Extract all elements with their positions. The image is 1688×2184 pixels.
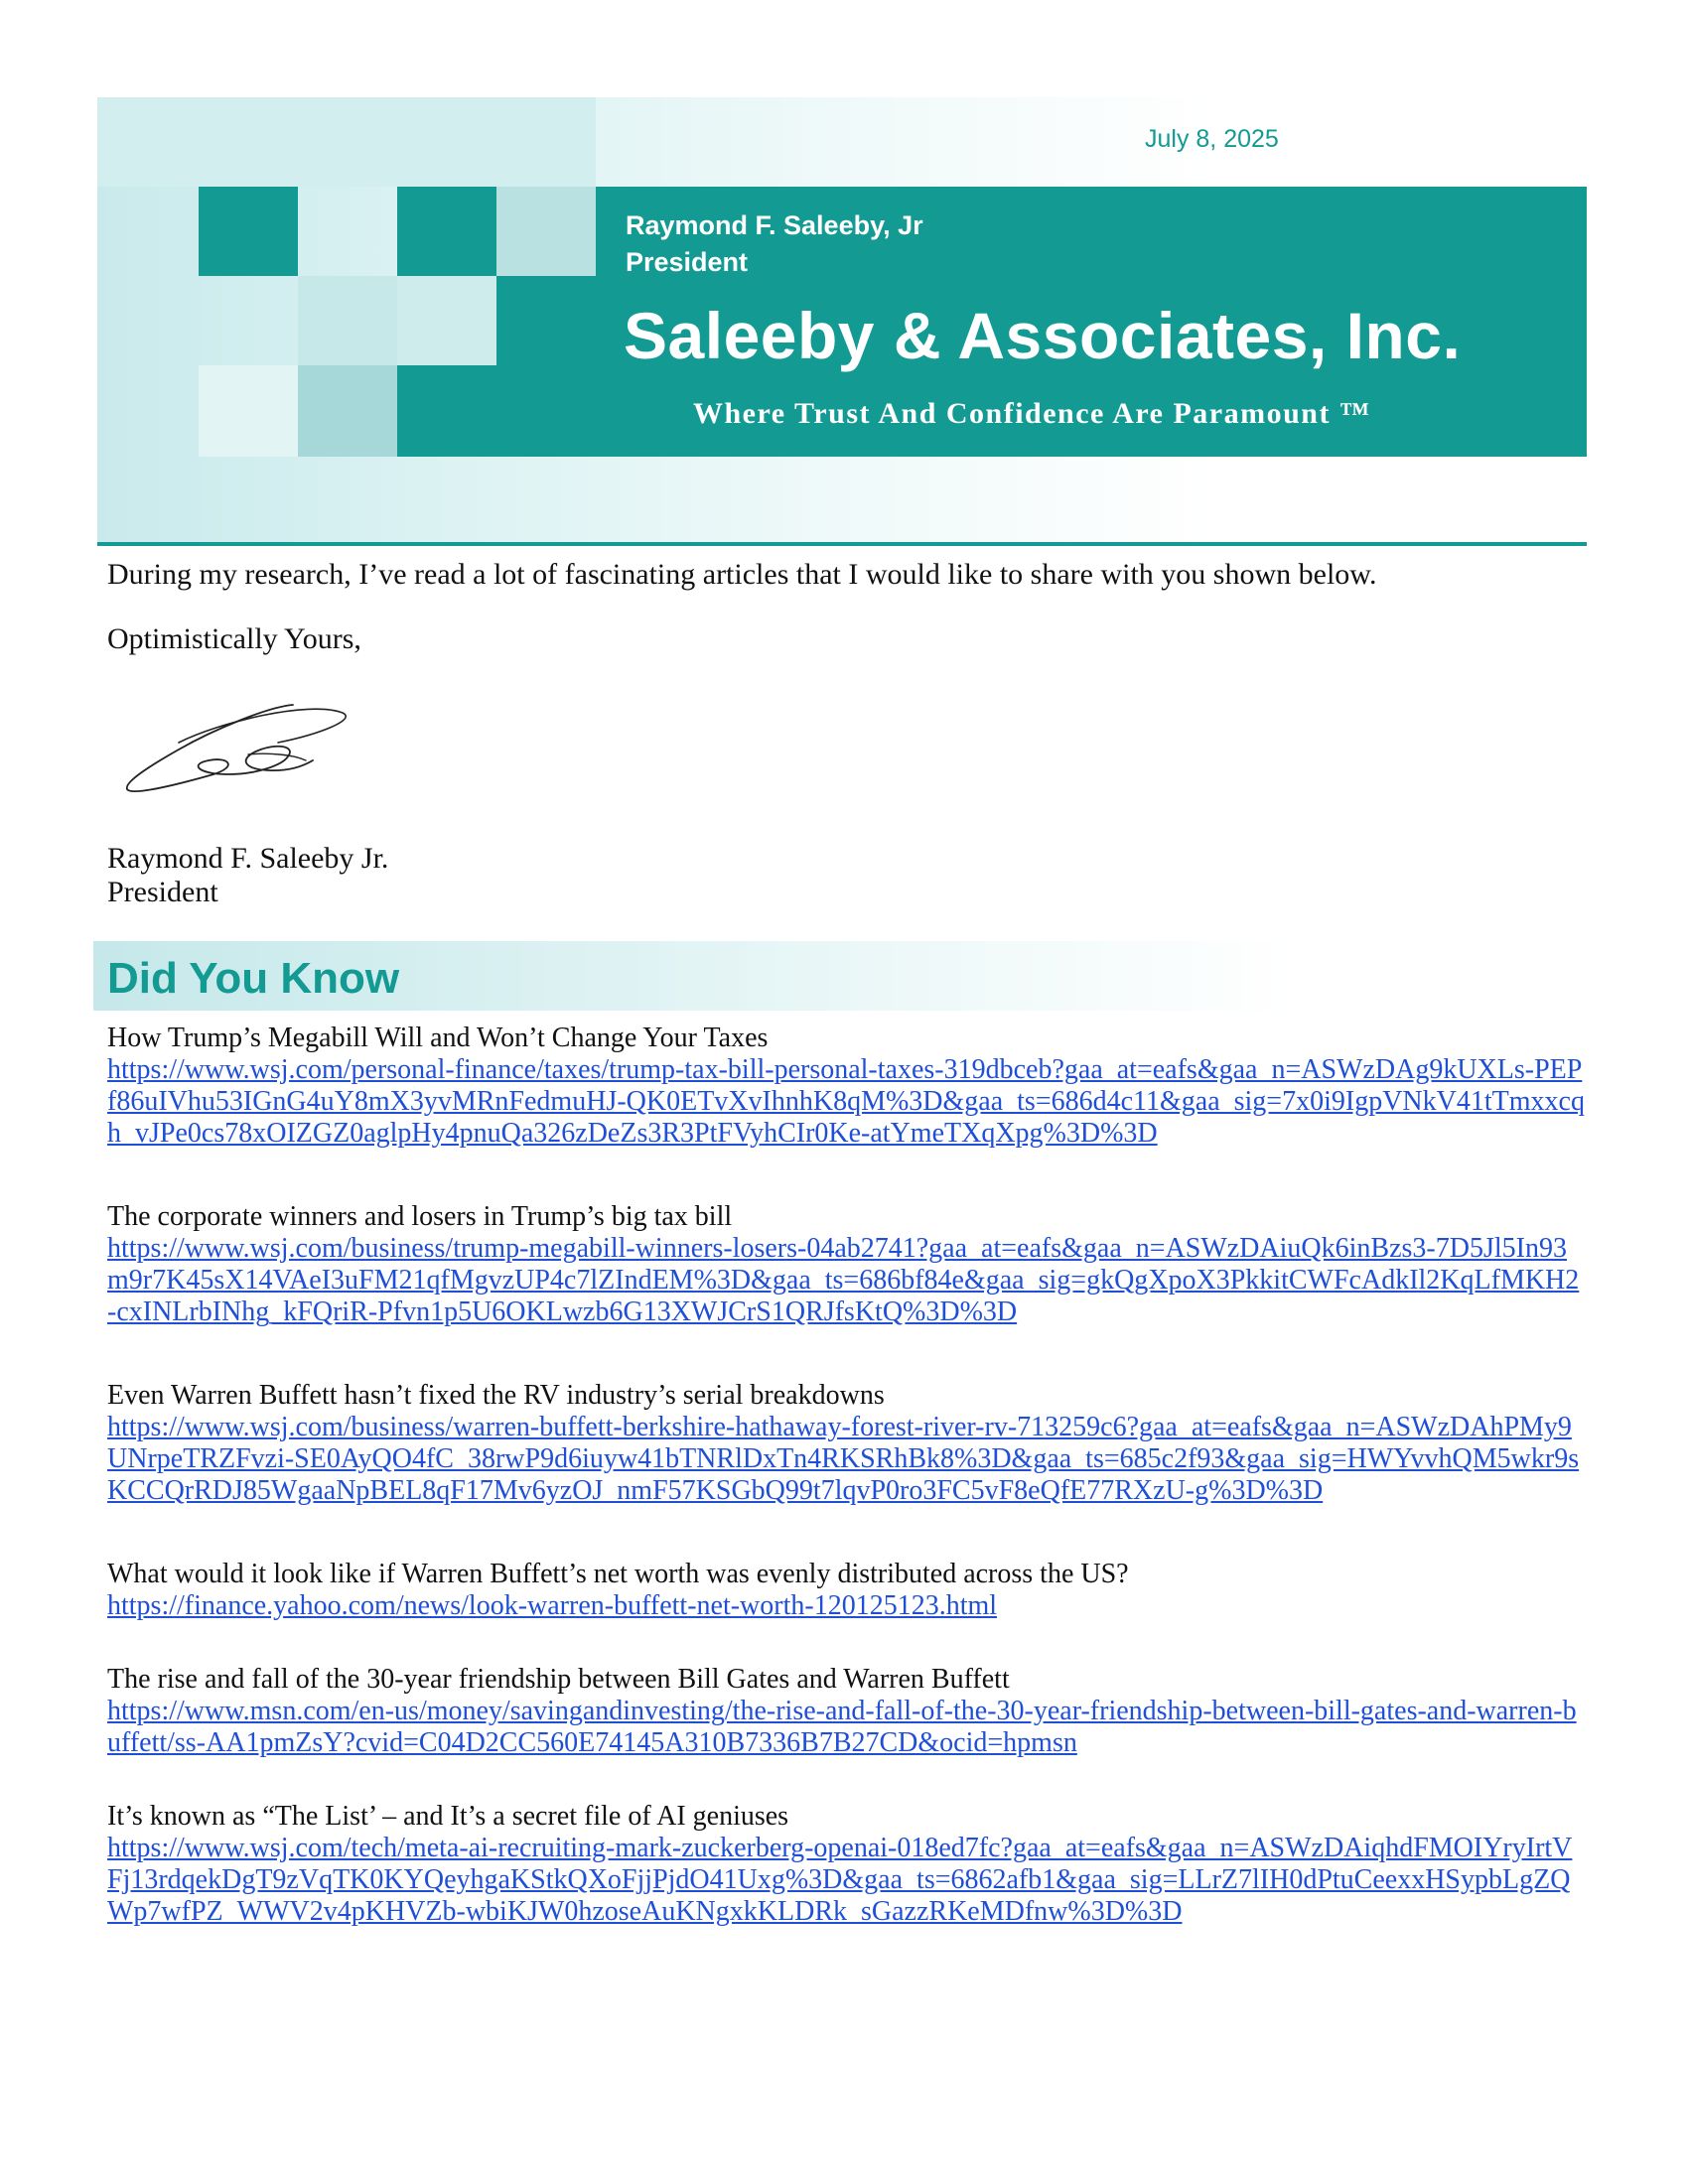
header-president-title: President [626,247,749,277]
company-tagline: Where Trust And Confidence Are Paramount ™ [693,397,1371,430]
article-link[interactable]: https://www.wsj.com/personal-finance/taxes/trump-tax-bill-personal-taxes-319dbceb?gaa_at=eafs&gaa_n=ASWzDAg9kUXLs-PEPf86uIVhu53IGnG4uY8mX3yvMRnFedmuHJ-QK0ETvXvIhnhK8qM%3D&gaa_ts=686d4c11&gaa_sig=7x0i9IgpVNkV41tTmxxcqh_vJPe0cs78xOIZGZ0aglpHy4pnuQa326zDeZs3R3PtFVyhCIr0Ke-atYmeTXqXpg%3D%3D [107,1054,1585,1149]
signature-image [119,695,357,804]
decor-square [496,187,596,276]
article-title: It’s known as “The List’ – and It’s a secret file of AI geniuses [107,1801,789,1832]
section-title: Did You Know [107,954,400,1003]
letterhead [97,97,1587,544]
letter-date: July 8, 2025 [1145,125,1279,153]
article-item [107,1664,1587,1759]
article-item [107,1023,1587,1150]
article-link[interactable]: https://www.wsj.com/business/warren-buffett-berkshire-hathaway-forest-river-rv-713259c6?gaa_at=eafs&gaa_n=ASWzDAhPMy9UNrpeTRZFvzi-SE0AyQO4fC_38rwP9d6iuyw41bTNRlDxTn4RKSRhBk8%3D&gaa_ts=685c2f93&gaa_sig=HWYvvhQM5wkr9sKCCQrRDJ85WgaaNpBEL8qF17Mv6yzOJ_nmF57KSGbQ99t7lqvP0ro3FC5vF8eQfE77RXzU-g%3D%3D [107,1412,1580,1506]
article-link[interactable]: https://www.wsj.com/business/trump-megabill-winners-losers-04ab2741?gaa_at=eafs&gaa_n=ASWzDAiuQk6inBzs3-7D5Jl5In93m9r7K45sX14VAeI3uFM21qfMgvzUP4c7lZIndEM%3D&gaa_ts=686bf84e&gaa_sig=gkQgXpoX3PkkitCWFcAdkIl2KqLfMKH2-cxINLrbINhg_kFQriR-Pfvn1p5U6OKLwzb6G13XWJCrS1QRJfsKtQ%3D%3D [107,1233,1580,1327]
article-link[interactable]: https://www.wsj.com/tech/meta-ai-recruiting-mark-zuckerberg-openai-018ed7fc?gaa_at=eafs&gaa_n=ASWzDAiqhdFMOIYryIrtVFj13rdqekDgT9zVqTK0KYQeyhgaKStkQXoFjjPjdO41Uxg%3D&gaa_ts=6862afb1&gaa_sig=LLrZ7lIH0dPtuCeexxHSypbLgZQWp7wfPZ_WWV2v4pKHVZb-wbiKJW0hzoseAuKNgxkKLDRk_sGazzRKeMDfnw%3D%3D [107,1833,1573,1927]
decor-square [97,97,596,187]
article-link[interactable]: https://www.msn.com/en-us/money/savingandinvesting/the-rise-and-fall-of-the-30-year-friendship-between-bill-gates-and-warren-buffett/ss-AA1pmZsY?cvid=C04D2CC560E74145A310B7336B7B27CD&ocid=hpmsn [107,1696,1577,1758]
header-president-name: Raymond F. Saleeby, Jr [626,210,923,240]
article-title: The rise and fall of the 30-year friendship between Bill Gates and Warren Buffett [107,1664,1010,1695]
article-title: Even Warren Buffett hasn’t fixed the RV industry’s serial breakdowns [107,1380,885,1411]
decor-square [199,365,298,457]
signature-name: Raymond F. Saleeby Jr. [107,842,389,875]
article-link[interactable]: https://finance.yahoo.com/news/look-warren-buffett-net-worth-120125123.html [107,1590,998,1621]
closing-line: Optimistically Yours, [107,622,361,655]
decor-square [397,276,496,365]
article-title: The corporate winners and losers in Trump’s big tax bill [107,1201,733,1232]
intro-paragraph: During my research, I’ve read a lot of fascinating articles that I would like to share with you shown below. [107,558,1377,591]
decor-square [298,365,397,457]
article-item [107,1801,1587,1928]
article-item [107,1380,1587,1507]
article-item [107,1201,1587,1328]
signature-title: President [107,876,218,908]
article-title: How Trump’s Megabill Will and Won’t Change Your Taxes [107,1023,769,1053]
company-name: Saleeby & Associates, Inc. [624,299,1462,372]
article-item [107,1559,1587,1622]
article-title: What would it look like if Warren Buffett’s net worth was evenly distributed across the US? [107,1559,1129,1589]
header-divider [97,542,1587,546]
decor-square [199,187,298,276]
article-list [107,1023,1587,1968]
